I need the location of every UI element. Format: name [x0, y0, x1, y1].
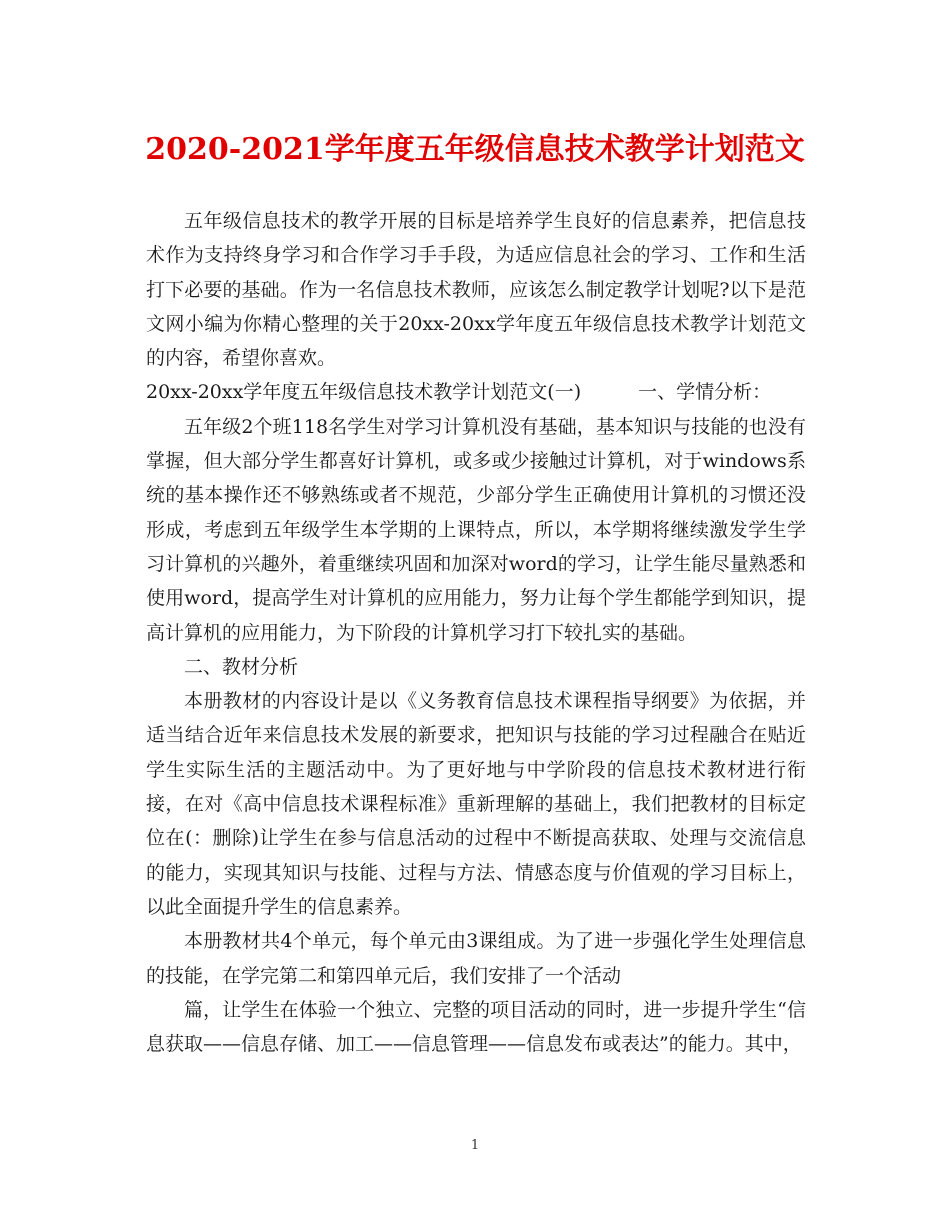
paragraph-student-analysis: 五年级2个班118名学生对学习计算机没有基础，基本知识与技能的也没有掌握，但大部分学生都喜好计算机，或多或少接触过计算机，对于windows系统的基本操作还不够熟练或者不规范，少部分学生正确使用计算机的习惯还没形成，考虑到五年级学生本学期的上课特点，所以，本学期将继续激发学生学习计算机的兴趣外，着重继续巩固和加深对word的学习，让学生能尽量熟悉和使用word，提高学生对计算机的应用能力，努力让每个学生都能学到知识，提高计算机的应用能力，为下阶段的计算机学习打下较扎实的基础。: [146, 415, 806, 644]
paragraph-intro: 五年级信息技术的教学开展的目标是培养学生良好的信息素养，把信息技术作为支持终身学习和合作学习手手段，为适应信息社会的学习、工作和生活打下必要的基础。作为一名信息技术教师，应该怎么制定教学计划呢?以下是范文网小编为你精心整理的关于20xx-20xx学年度五年级信息技术教学计划范文的内容，希望你喜欢。: [146, 210, 806, 370]
paragraph-section-heading: 20xx-20xx学年度五年级信息技术教学计划范文(一) 一、学情分析：: [146, 381, 772, 404]
paragraph-units: 本册教材共4个单元，每个单元由3课组成。为了进一步强化学生处理信息的技能，在学完第二和第四单元后，我们安排了一个活动: [146, 930, 806, 987]
paragraph-textbook-analysis: 本册教材的内容设计是以《义务教育信息技术课程指导纲要》为依据，并适当结合近年来信息技术发展的新要求，把知识与技能的学习过程融合在贴近学生实际生活的主题活动中。为了更好地与中学阶段的信息技术教材进行衔接，在对《高中信息技术课程标准》重新理解的基础上，我们把教材的目标定位在(：删除)让学生在参与信息活动的过程中不断提高获取、处理与交流信息的能力，实现其知识与技能、过程与方法、情感态度与价值观的学习目标上，以此全面提升学生的信息素养。: [146, 690, 806, 918]
document-body: [146, 204, 806, 1061]
page-number: 1: [470, 1138, 480, 1153]
paragraph-activity: 篇，让学生在体验一个独立、完整的项目活动的同时，进一步提升学生“信息获取——信息存储、加工——信息管理——信息发布或表达”的能力。其中，: [146, 998, 806, 1056]
paragraph-textbook-heading: 二、教材分析: [184, 655, 299, 678]
document-title: 2020-2021学年度五年级信息技术教学计划范文: [145, 132, 805, 167]
